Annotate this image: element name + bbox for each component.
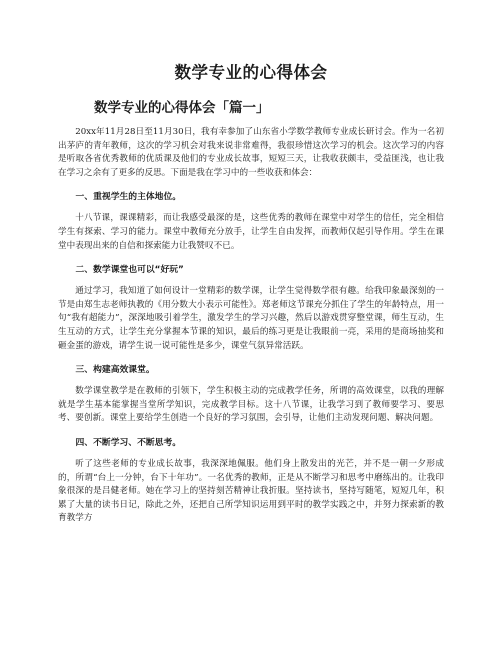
point-body-4: 听了这些老师的专业成长故事，我深深地佩服。他们身上散发出的光芒，并不是一朝一夕形成的，所谓“台上一分钟，台下十年功”。一名优秀的教师，正是从不断学习和思考中磨练出的。让我印象很深的是吕健老师。她在学习上的坚持刻苦精神让我折服。坚持读书，坚持写随笔，短短几年，积累了大量的读书日记，除此之外，还把自己所学知识运用到平时的教学实践之中，并努力探索新的教育教学方: [58, 458, 444, 524]
point-body-1: 十八节课，课课精彩，而让我感受最深的是，这些优秀的教师在课堂中对学生的信任，完全相信学生有探索、学习的能力。课堂中教师充分放手，让学生自由发挥，而教师仅起引导作用。学生在课堂中表现出来的自信和探索能力让我赞叹不已。: [58, 213, 444, 251]
document-title: 数学专业的心得体会: [174, 63, 328, 82]
point-heading-4: 四、不断学习、不断思考。: [75, 437, 182, 448]
point-heading-2: 二、数学课堂也可以“好玩”: [75, 265, 184, 276]
point-heading-3: 三、构建高效课堂。: [75, 365, 155, 376]
point-body-2: 通过学习，我知道了如何设计一堂精彩的数学课，让学生觉得数学很有趣。给我印象最深刻的一节是由郑生志老师执教的《用分数大小表示可能性》。郑老师这节课充分抓住了学生的年龄特点，用一句“我有超能力”，深深地吸引着学生，激发学生的学习兴趣，然后以游戏贯穿整堂课，师生互动，生生互动的方式，让学生充分掌握本节课的知识，最后的练习更是让我眼前一亮，采用的是商场抽奖和砸金蛋的游戏，请学生说一说可能性是多少，课堂气氛异常活跃。: [58, 286, 444, 351]
point-heading-1: 一、重视学生的主体地位。: [75, 192, 182, 203]
section-title: 数学专业的心得体会「篇一」: [94, 100, 270, 116]
intro-paragraph: 20xx年11月28日至11月30日，我有幸参加了山东省小学数学教师专业成长研讨会。作为一名初出茅庐的青年教师，这次的学习机会对我来说非常难得，我很珍惜这次学习的机会。这次学习的内容是听取各省优秀教师的优质课及他们的专业成长故事，短短三天，让我收获颇丰，受益匪浅，也让我在学习之余有了更多的反思。下面是我在学习中的一些收获和体会：: [58, 127, 444, 178]
point-body-3: 数学课堂教学是在教师的引领下，学生积极主动的完成教学任务，所谓的高效课堂，以我的理解就是学生基本能掌握当堂所学知识，完成教学目标。这十八节课，让我学习到了教师要学习、要思考、要创新。课堂上要给学生创造一个良好的学习氛围，会引导，让他们主动发现问题、解决问题。: [58, 386, 444, 424]
